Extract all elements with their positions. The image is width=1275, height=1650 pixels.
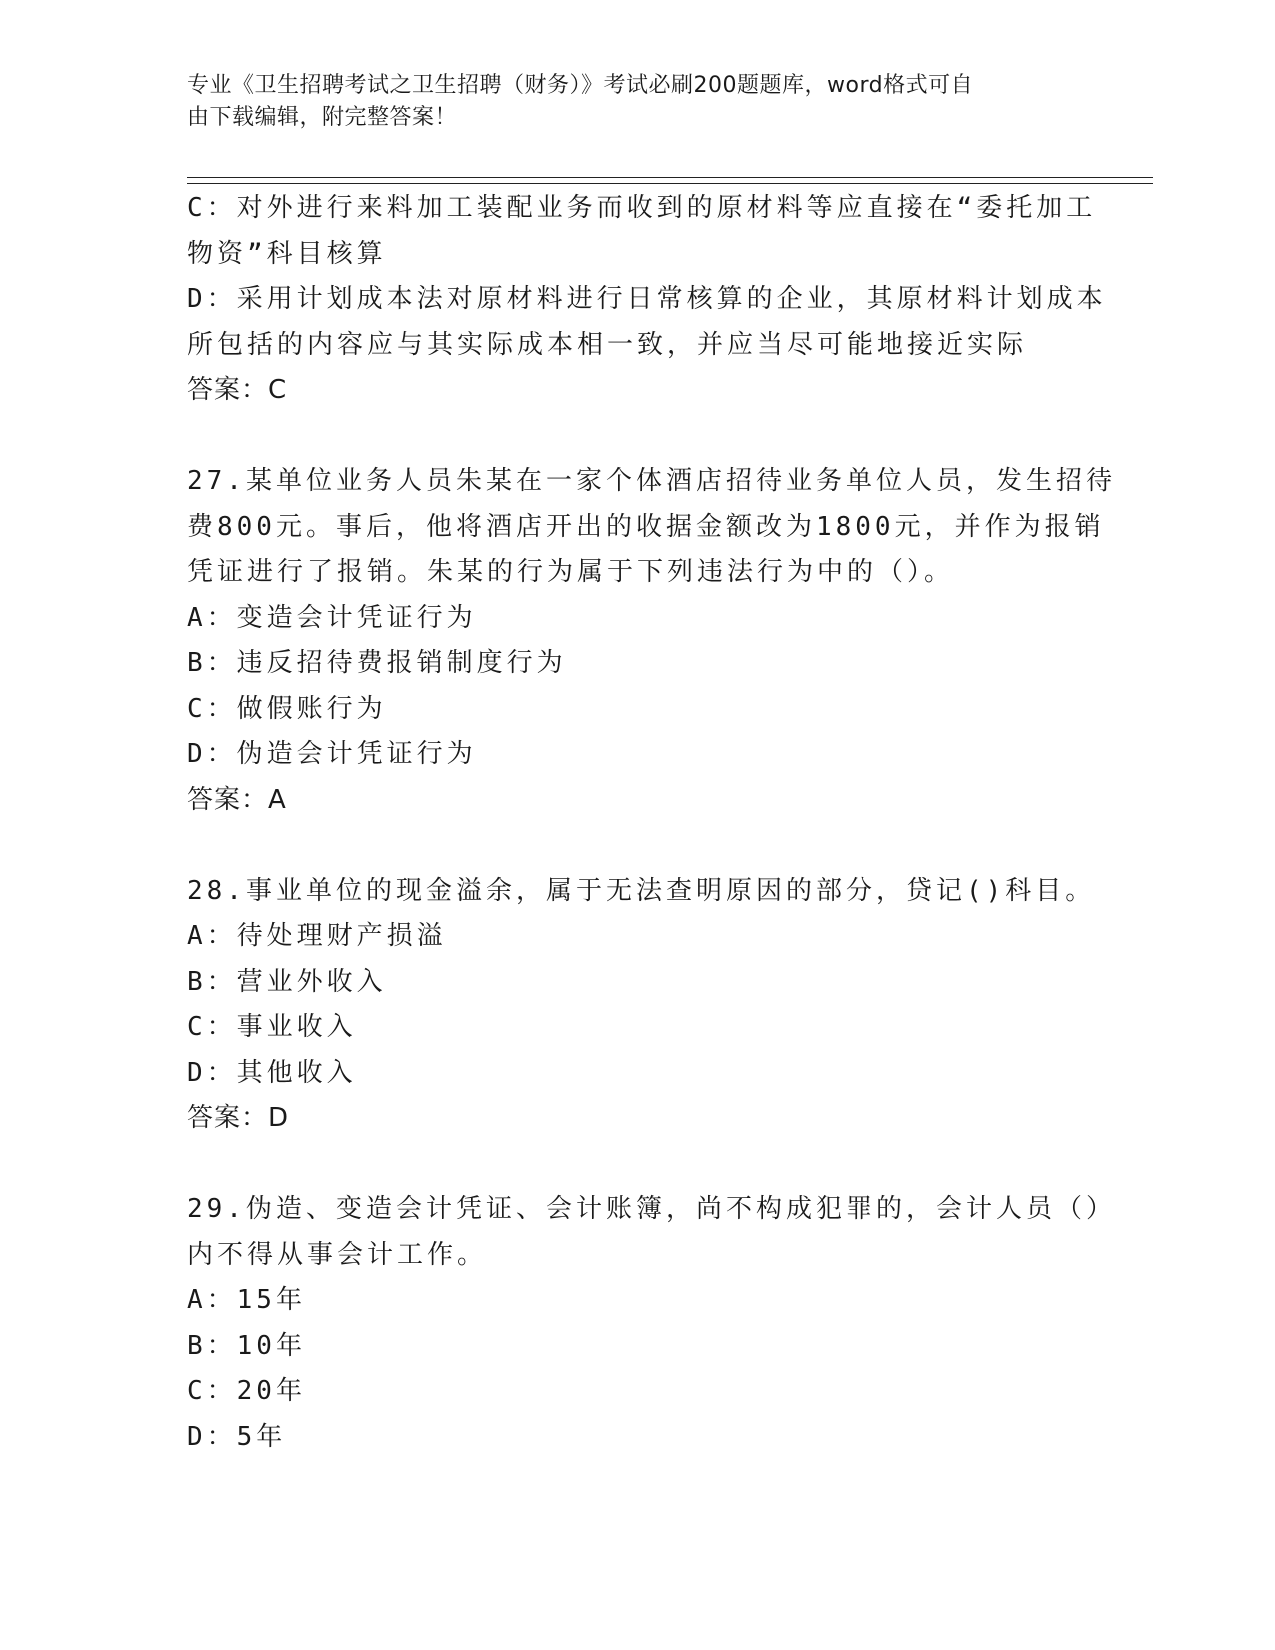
header-title-line-1: 专业《卫生招聘考试之卫生招聘（财务）》考试必刷200题题库，word格式可自 xyxy=(187,73,974,98)
option-d: D：5年 xyxy=(187,1421,287,1452)
answer-line: 答案：C xyxy=(187,375,288,405)
option-d: D：伪造会计凭证行为 xyxy=(187,739,477,769)
answer-line: 答案：D xyxy=(187,1103,290,1133)
question-block-29 xyxy=(187,1187,1116,1460)
spacer xyxy=(187,414,1087,460)
header-title-line-2: 由下载编辑，附完整答案！ xyxy=(187,105,458,130)
question-stem-line-2: 内不得从事会计工作。 xyxy=(187,1239,488,1270)
option-d: D：其他收入 xyxy=(187,1057,357,1088)
option-a: A：变造会计凭证行为 xyxy=(187,602,477,633)
spacer xyxy=(187,823,1087,869)
question-block-26 xyxy=(187,186,1107,414)
option-c: C：做假账行为 xyxy=(187,693,387,724)
spacer xyxy=(187,1142,1087,1188)
document-header xyxy=(187,70,1067,134)
question-stem-line-3: 凭证进行了报销。朱某的行为属于下列违法行为中的（）。 xyxy=(187,557,955,587)
option-a: A：15年 xyxy=(187,1285,306,1315)
option-c-line-1: C：对外进行来料加工装配业务而收到的原材料等应直接在“委托加工 xyxy=(187,193,1097,223)
option-d-line-2: 所包括的内容应与其实际成本相一致，并应当尽可能地接近实际 xyxy=(187,329,1028,360)
option-c: C：20年 xyxy=(187,1376,306,1406)
header-divider-bottom xyxy=(187,183,1153,184)
question-block-28 xyxy=(187,869,1096,1142)
option-c: C：事业收入 xyxy=(187,1012,357,1042)
option-c-line-2: 物资”科目核算 xyxy=(187,238,387,269)
option-b: B：违反招待费报销制度行为 xyxy=(187,648,567,678)
option-b: B：10年 xyxy=(187,1330,306,1361)
question-stem-line-1: 27.某单位业务人员朱某在一家个体酒店招待业务单位人员，发生招待 xyxy=(187,466,1116,496)
option-b: B：营业外收入 xyxy=(187,966,387,997)
header-divider-top xyxy=(187,177,1153,178)
answer-line: 答案：A xyxy=(187,784,287,815)
question-list xyxy=(187,186,1116,1460)
question-block-27 xyxy=(187,459,1116,823)
question-stem-line-1: 28.事业单位的现金溢余，属于无法查明原因的部分，贷记()科目。 xyxy=(187,875,1096,906)
question-stem-line-2: 费800元。事后，他将酒店开出的收据金额改为1800元，并作为报销 xyxy=(187,511,1105,542)
option-d-line-1: D：采用计划成本法对原材料进行日常核算的企业，其原材料计划成本 xyxy=(187,284,1107,314)
question-stem-line-1: 29.伪造、变造会计凭证、会计账簿，尚不构成犯罪的，会计人员（） xyxy=(187,1194,1116,1224)
option-a: A：待处理财产损溢 xyxy=(187,921,447,951)
